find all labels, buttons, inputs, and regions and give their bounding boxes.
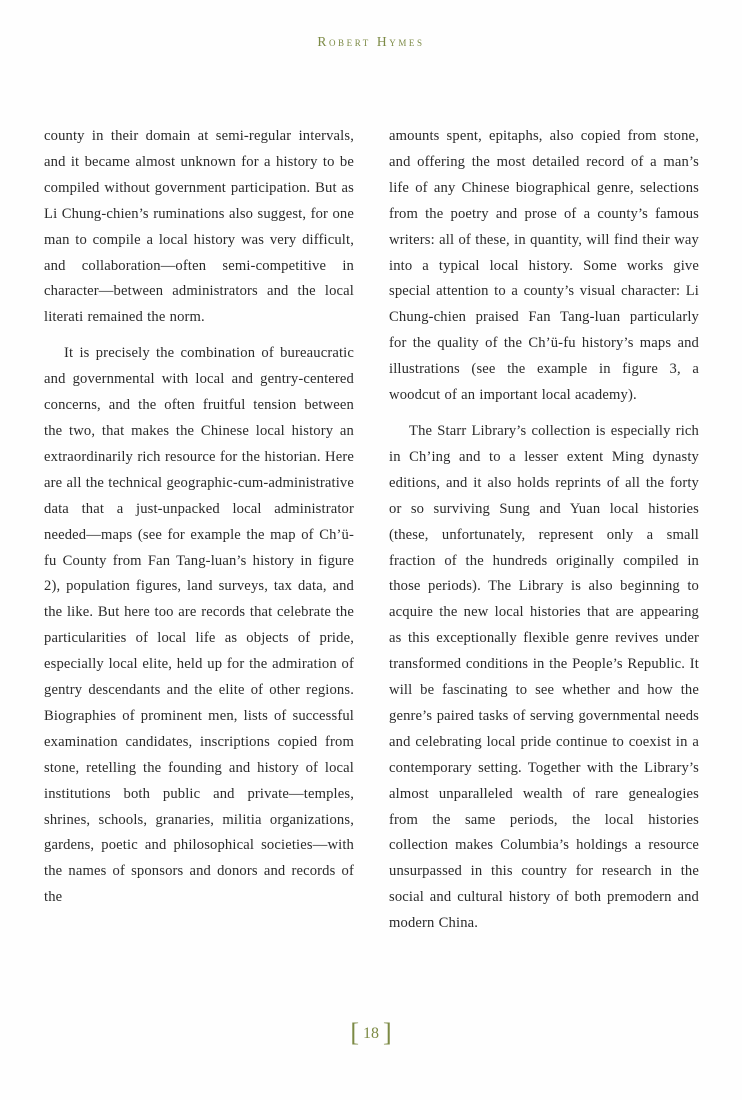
bracket-open: [ bbox=[350, 1018, 359, 1047]
bracket-close: ] bbox=[383, 1018, 392, 1047]
page-number bbox=[0, 1018, 742, 1048]
paragraph: amounts spent, epitaphs, also copied from stone, and offering the most detailed record of a man’s life of any Chinese biographical genre, selections from the poetry and prose of a county’s famous writers: all of these, in quantity, will find their way into a typical local history. Some works give special attention to a county’s visual character: Li Chung-chien praised Fan Tang-luan particularly for the quality of the Ch’ü-fu history’s maps and illustrations (see the example in figure 3, a woodcut of an important local academy). bbox=[389, 128, 699, 404]
page-number-value: 18 bbox=[363, 1025, 379, 1042]
paragraph: The Starr Library’s collection is especially rich in Ch’ing and to a lesser extent Ming dynasty editions, and it also holds reprints of all the forty or so surviving Sung and Yuan local histories (these, unfortunately, represent only a small fraction of the hundreds originally compiled in those periods). The Library is also beginning to acquire the new local histories that are appearing as this exceptionally flexible genre revives under transformed conditions in the People’s Republic. It will be fascinating to see whether and how the genre’s paired tasks of serving governmental needs and celebrating local pride continue to coexist in a contemporary setting. Together with the Library’s almost unparalleled wealth of rare genealogies from the same periods, the local histories collection makes Columbia’s holdings a resource unsurpassed in this country for research in the social and cultural history of both premodern and modern China. bbox=[389, 422, 699, 932]
running-head: Robert Hymes bbox=[317, 34, 425, 49]
right-column bbox=[389, 124, 699, 947]
paragraph: It is precisely the combination of bureaucratic and governmental with local and gentry-centered concerns, and the often fruitful tension between the two, that makes the Chinese local history an extraordinarily rich resource for the historian. Here are all the technical geographic-cum-administrative data that a just-unpacked local administrator needed—maps (see for example the map of Ch’ü-fu County from Fan Tang-luan’s history in figure 2), population figures, land surveys, tax data, and the like. But here too are records that celebrate the particularities of local life as objects of pride, especially local elite, held up for the admiration of gentry descendants and the elite of other regions. Biographies of prominent men, lists of successful examination candidates, inscriptions copied from stone, retelling the founding and history of local institutions both public and private—temples, shrines, schools, granaries, militia organizations, gardens, poetic and philosophical societies—with the names of sponsors and donors and records of the bbox=[44, 345, 354, 906]
paragraph: county in their domain at semi-regular intervals, and it became almost unknown for a history to be compiled without government participation. But as Li Chung-chien’s ruminations also suggest, for one man to compile a local history was very difficult, and collaboration—often semi-competitive in character—between administrators and the local literati remained the norm. bbox=[44, 128, 354, 326]
left-column bbox=[44, 124, 354, 921]
